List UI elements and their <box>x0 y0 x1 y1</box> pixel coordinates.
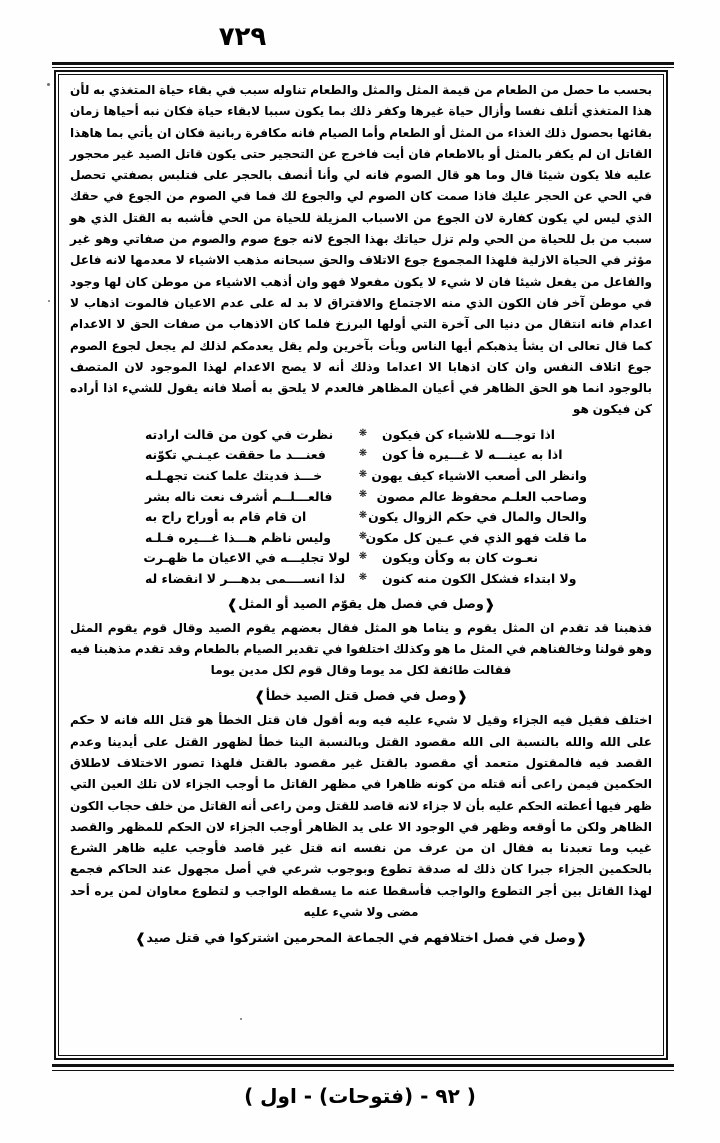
poem-verse <box>70 569 652 589</box>
top-rule-thin <box>52 67 674 68</box>
hemistich-b: ان قام قام به أوراح راح به <box>145 509 307 525</box>
hemistich-b: وليس ناظم هـــذا غـــيره فـلـه <box>145 529 331 545</box>
heading-section-3 <box>70 928 652 949</box>
ornament-right-icon: ❰ <box>483 596 496 613</box>
verse-separator-icon: ❋ <box>358 530 368 542</box>
verse-separator-icon: ❋ <box>358 427 368 439</box>
top-rule-thick <box>52 62 674 65</box>
hemistich-a: اذا توجـــه للاشياء كن فيكون <box>382 426 556 442</box>
heading-section-1 <box>70 594 652 615</box>
hemistich-b: لذا انســــمى بدهـــر لا انقضاء له <box>145 570 346 586</box>
hemistich-b: خـــذ فديتك علما كنت تجهـلـه <box>145 467 323 483</box>
hemistich-a: وانظر الى أصعب الاشياء كيف يهون <box>371 467 587 483</box>
verse-separator-icon: ❋ <box>358 571 368 583</box>
footer-signature: ( ٩٢ - (فتوحات) - اول ) <box>244 1084 476 1108</box>
poem-verse <box>70 548 652 568</box>
page-number: ٧٢٩ <box>218 22 267 52</box>
poem-verse <box>70 487 652 507</box>
hemistich-a: نعـوت كان به وكأن ويكون <box>382 550 538 566</box>
poem-verse <box>70 445 652 465</box>
ornament-right-icon: ❰ <box>456 689 469 706</box>
hemistich-a: اذا به عينـــه لا غـــيره فأ كون <box>382 447 563 463</box>
verse-separator-icon: ❋ <box>358 509 368 521</box>
text-block <box>62 76 660 1054</box>
hemistich-b: فالعـــلــم أشرف نعت ناله بشر <box>145 488 333 504</box>
heading-section-2 <box>70 686 652 707</box>
body-paragraph-1: بحسب ما حصل من الطعام من قيمة المثل والمثل والطعام تناوله سبب في بقاء حياة المتغذي به لأن هذا المتغذي أتلف نفسا وأزال حياة غيرها وكفر ذلك بما يكون سببا لابقاء حياة فكان نبه أحياها زمان بقائها بحصول ذلك الغذاء من المثل أو الطعام وأما الصيام فانه مكافرة ربانية فكان ان يأتي بما هاهذا القاتل ان لم يكفر بالمثل أو بالاطعام فان أيت فاخرج عن التحجير حتى يكون قاتل الصيد غير محجور عليه فلا يكون شيئا قال وما هو قال الصوم فانه لي وأنا أنصف بالحجر على فتلبس بصفتي تحصل في الحي عن الحجر عليك فاذا صمت كان الصوم لي والجوع لك فما في الصوم من الجوع في حقك الذي ليس لي يكون كفارة لان الجوع من الاسباب المزيلة للحياة من الحي فأشبه به القتل الذي هو سبب من بل للحياة من الحي ولم تزل حياتك بهذا الجوع لانه جوع صوم والصوم من صفاتي وهو غير مؤثر في الحياة الازلية فلهذا المجموع جوع الاتلاف والحق سبحانه مذهب الاشياء لا معدمها لانه فاعل والفاعل من يفعل شيئا فان لا شيء لا يكون مفعولا فهو وان أذهب الاشياء من موطن كان لها وجود في موطن آخر فان الكون الذي منه الاجتماع والافتراق لا بد له على عدم الاعيان فالموت اذهاب لا اعدام فانه انتقال من دنيا الى آخرة التي أولها البرزخ فلما كان الاذهاب من صفات الحق لا الاعدام كما قال تعالى ان يشأ يذهبكم أيها الناس ويأت بآخرين ولم يقل يعدمكم لذلك لم يجعل لجوع الصوم جوع اتلاف النفس وان كان اذهابا الا اعداما وذلك أنه لا يصح الاعدام لهذا الموجود لان المتصف بالوجود انما هو الحق الظاهر في أعيان المظاهر فالعدم لا يلحق به أصلا فانه يقول للشيء اذا أراده كن فيكون هو <box>70 83 652 417</box>
ornament-left-icon: ❱ <box>226 596 239 613</box>
scan-speck <box>47 83 50 86</box>
body-paragraph-3: اختلف فقيل فيه الجزاء وقيل لا شيء عليه فيه وبه أقول فان قتل الخطأ هو قتل الله فانه لا حكم على الله والله بالنسبة الى الله مقصود القتل وبالنسبة الينا خطأ لظهور القتل على أيدينا وعدم القصد فيه فالمقتول متعمد أي مقصود بالقتل غير مقصود بالقتل فلهذا تصور الاختلاف لاطلاق الحكمين فيمن راعى أنه قتله من كونه ظاهرا في مظهر القاتل ما أوجب الجزاء لان تلك العين التي ظهر فيها أعطته الحكم عليه بأن لا جزاء لانه قاصد للقتل ومن راعى أنه القاتل من خلف حجاب الكون الظاهر ولكن ما أوقعه وظهر في الوجود الا على يد الظاهر أوجب الجزاء لان الحكم للمظهر والقصد غيب وما تعبدنا به فقال ان من عرف من نفسه انه قتل غير قاصد فأوجب عليه ظاهر الشرع بالحكمين الجزاء جبرا كان ذلك له صدقة تطوع وبوجوب شرعي في أصل مجهول عند الحاكم فجمع لهذا القاتل بين أجر التطوع والواجب فأسقطا عنه ما يسقطه الواجب و لتطوع معاوان لمن يره أحد مضى ولا شيء عليه <box>70 713 652 920</box>
poem-verse <box>70 466 652 486</box>
verse-separator-icon: ❋ <box>358 448 368 460</box>
body-paragraph-2: فذهبنا قد تقدم ان المثل يقوم و يناما هو المثل فقال بعضهم يقوم الصيد وقال قوم يقوم المثل وهو قولنا وخالفناهم في المثل ما هو وكذلك اختلفوا في تقدير الصيام بالطعام وقد تقدم مذهبنا فيه فقالت طائفة لكل مد يوما وقال قوم لكل مدين يوما <box>70 620 652 678</box>
poem-verse <box>70 507 652 527</box>
scan-speck <box>48 300 50 302</box>
hemistich-a: وصاحب العلـم محفوظ عالم مصون <box>376 488 587 504</box>
hemistich-b: لولا تجليـــه في الاعيان ما ظهـرت <box>143 550 350 566</box>
ornament-left-icon: ❱ <box>253 689 266 706</box>
hemistich-a: ما قلت فهو الذي في عـين كل مكون <box>365 529 587 545</box>
hemistich-a: والحال والمال في حكم الزوال يكون <box>368 509 587 525</box>
bottom-rule-thick <box>52 1064 674 1067</box>
ornament-right-icon: ❰ <box>575 931 588 948</box>
poem-verse <box>70 425 652 445</box>
hemistich-a: ولا ابتداء فشكل الكون منه كنون <box>382 570 577 586</box>
ornament-left-icon: ❱ <box>134 931 147 948</box>
scan-speck <box>240 1018 242 1020</box>
heading-text: وصل في فصل هل يقوّم الصيد أو المثل <box>238 595 484 611</box>
poem-block <box>70 425 652 589</box>
hemistich-b: فعنـــد ما حققت عيـنـي تكوّنه <box>145 447 326 463</box>
heading-text: وصل في فصل قتل الصيد خطأ <box>265 688 457 704</box>
heading-text: وصل في فصل اختلافهم في الجماعة المحرمين اشتركوا في قتل صيد <box>146 930 576 946</box>
verse-separator-icon: ❋ <box>358 551 368 563</box>
verse-separator-icon: ❋ <box>358 468 368 480</box>
hemistich-b: نظرت في كون من قالت ارادته <box>145 426 334 442</box>
poem-verse <box>70 528 652 548</box>
bottom-rule-thin <box>52 1070 674 1071</box>
verse-separator-icon: ❋ <box>358 489 368 501</box>
